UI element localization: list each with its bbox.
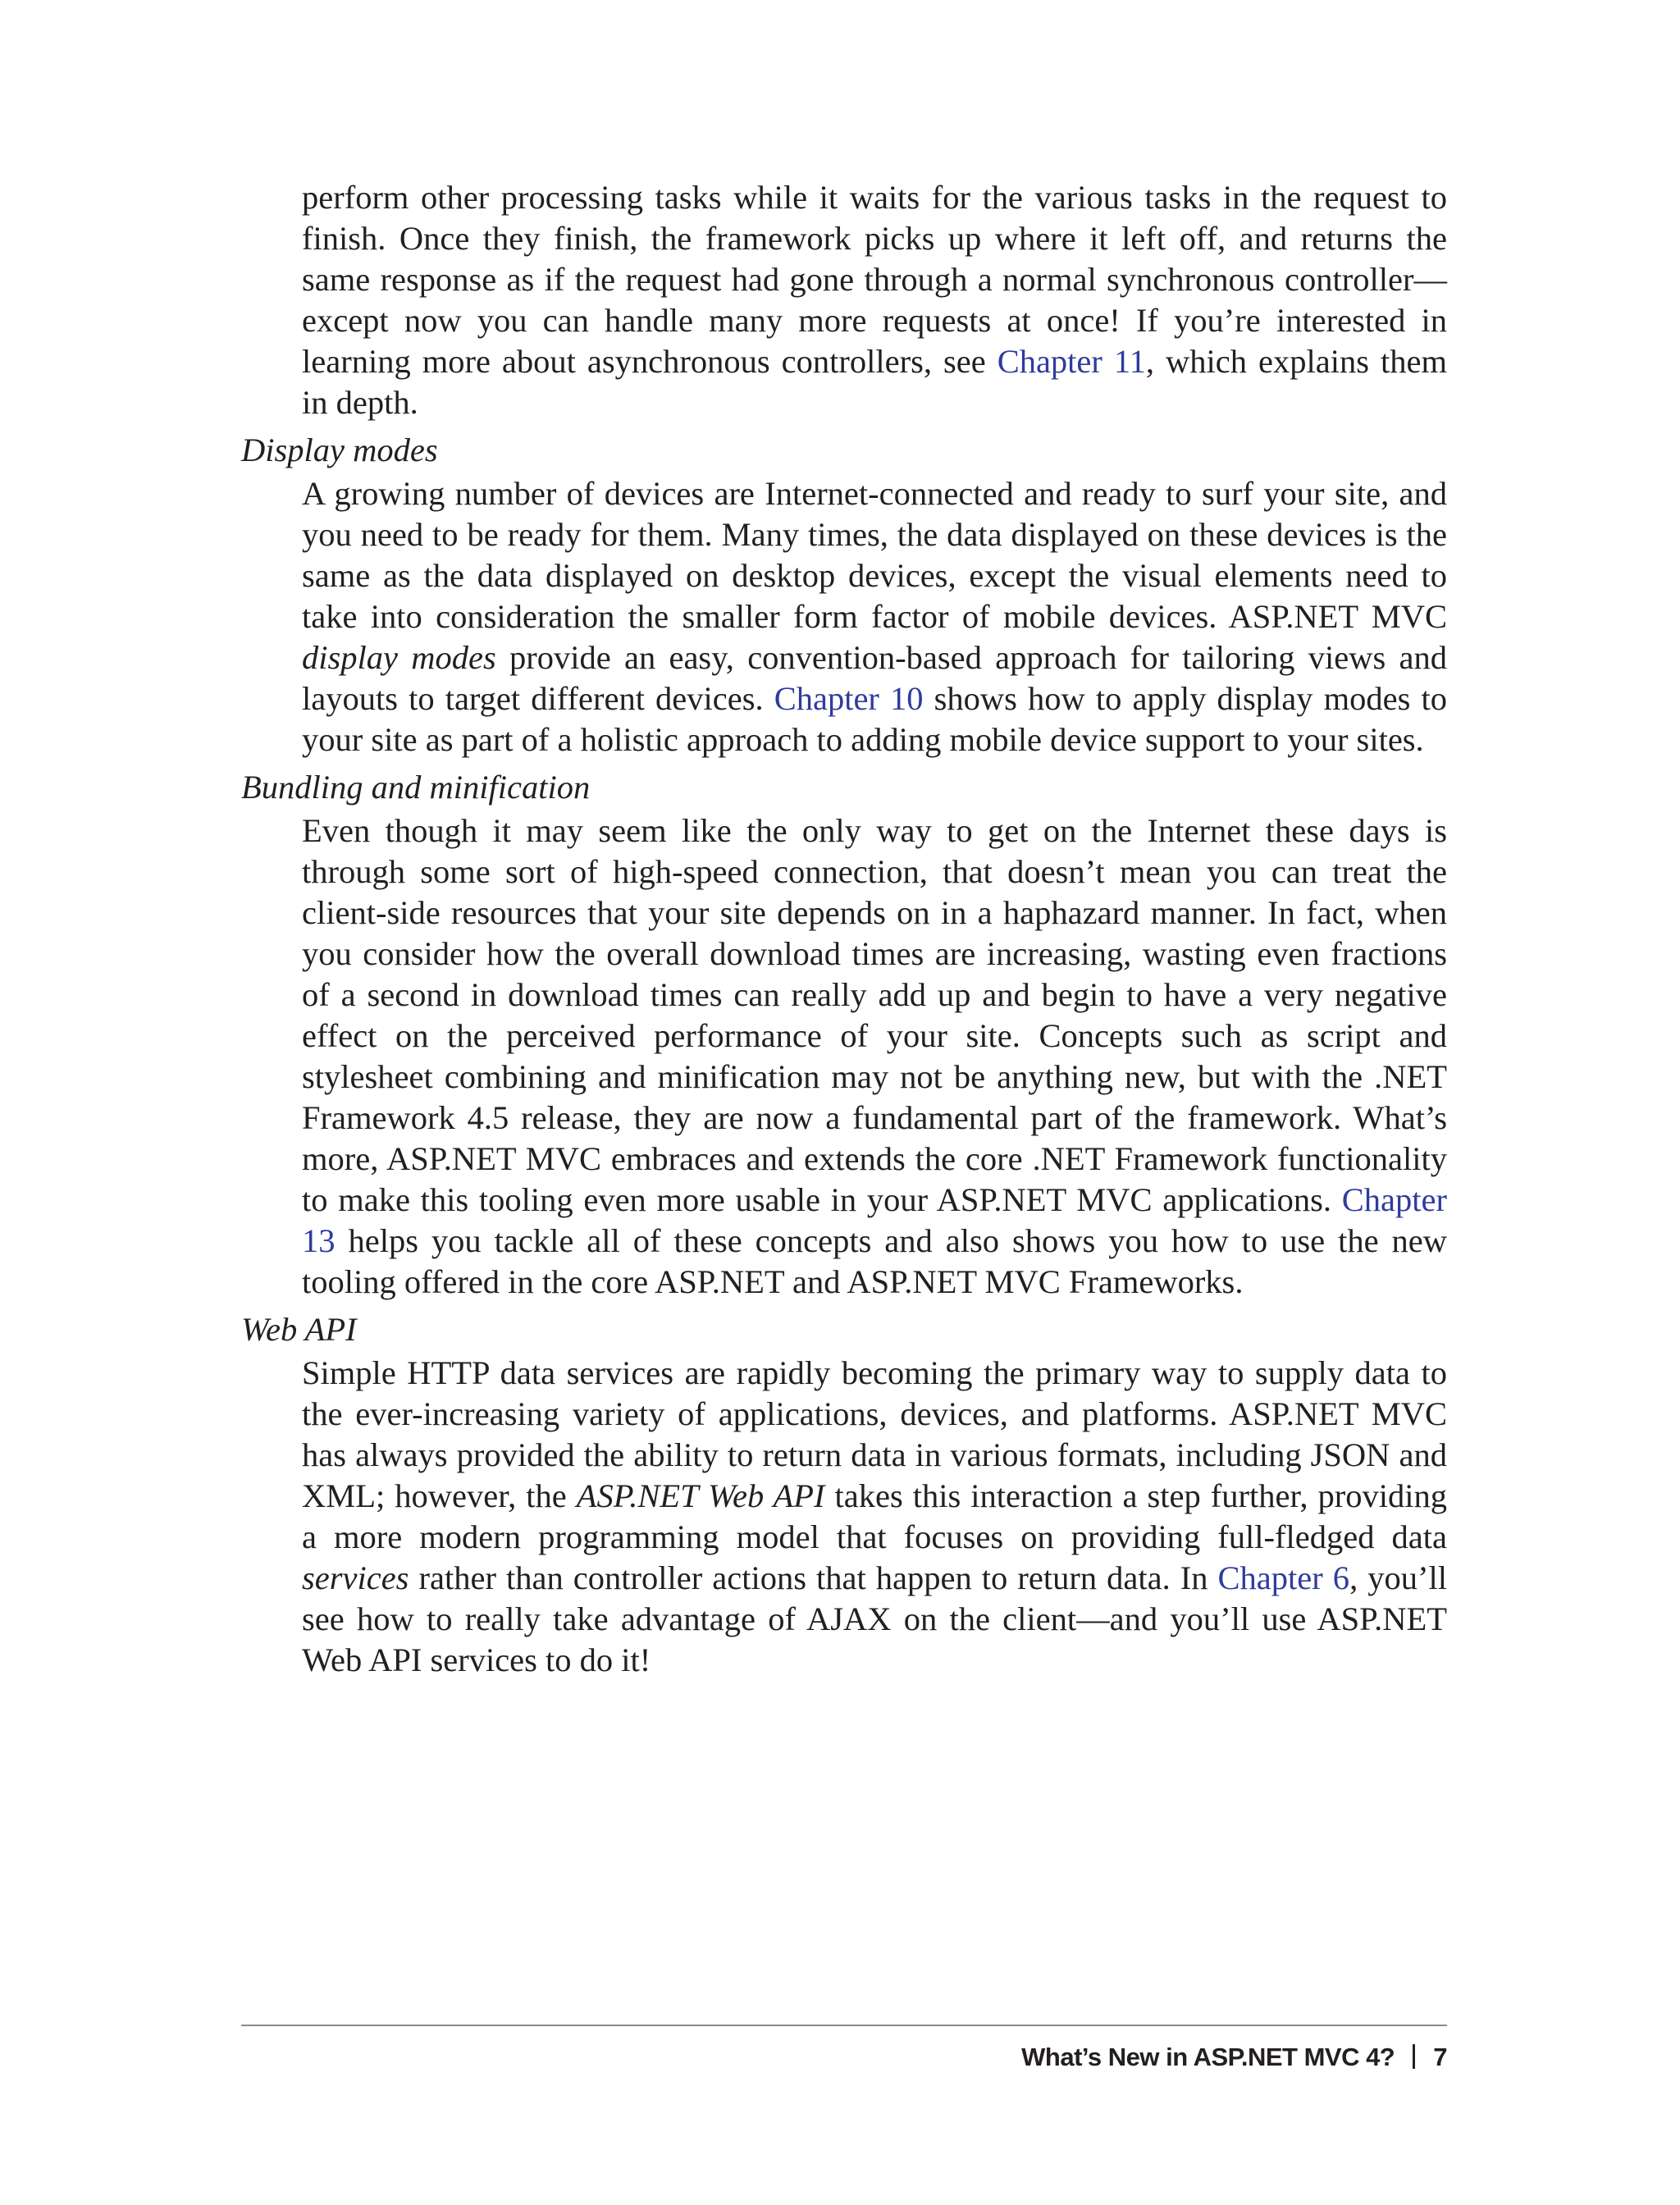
services-emphasis: services (302, 1559, 409, 1596)
display-modes-term: Display modes (241, 431, 438, 468)
intro-text-end: , which explains them in depth. (302, 343, 1447, 421)
intro-paragraph (302, 177, 1447, 423)
chapter-11-link[interactable]: Chapter 11 (997, 343, 1146, 380)
chapter-10-link[interactable]: Chapter 10 (774, 680, 924, 717)
web-api-text: Simple HTTP data services are rapidly becoming the primary way to supply data to the ever-increasing variety of applications, devices, and platforms. ASP.NET MVC has always provided the ability to return data in various formats, including JSON and XML; however, the (302, 1354, 1447, 1514)
display-modes-text: provide an easy, convention-based approach for tailoring views and layouts to target different devices. (302, 639, 1447, 717)
chapter-6-link[interactable]: Chapter 6 (1217, 1559, 1350, 1596)
footer-separator (1413, 2044, 1415, 2069)
display-modes-paragraph (302, 473, 1447, 760)
footer-title: What’s New in ASP.NET MVC 4? (1021, 2043, 1395, 2071)
bundling-paragraph (302, 810, 1447, 1303)
display-modes-text: A growing number of devices are Internet-connected and ready to surf your site, and you need to be ready for them. Many times, the data displayed on these devices is the same as the data displayed on desktop devices, except the visual elements need to take into consideration the smaller form factor of mobile devices. ASP.NET MVC (302, 475, 1447, 635)
page-content (241, 177, 1447, 1681)
page-number: 7 (1433, 2043, 1447, 2071)
chapter-13-link[interactable]: Chapter 13 (302, 1181, 1447, 1259)
bundling-term: Bundling and minification (241, 769, 591, 806)
bundling-text: helps you tackle all of these concepts and also shows you how to use the new tooling offered in the core ASP.NET and ASP.NET MVC Frameworks. (302, 1222, 1447, 1300)
display-modes-emphasis: display modes (302, 639, 496, 676)
bundling-text: Even though it may seem like the only way to get on the Internet these days is through some sort of high-speed connection, that doesn’t mean you can treat the client-side resources that your site depends on in a haphazard manner. In fact, when you consider how the overall download times are increasing, wasting even fractions of a second in download times can really add up and begin to have a very negative effect on the perceived performance of your site. Concepts such as script and stylesheet combining and minification may not be anything new, but with the .NET Framework 4.5 release, they are now a fundamental part of the framework. What’s more, ASP.NET MVC embraces and extends the core .NET Framework functionality to make this tooling even more usable in your ASP.NET MVC applications. (302, 812, 1447, 1218)
web-api-text: rather than controller actions that happen to return data. In (409, 1559, 1218, 1596)
intro-text: perform other processing tasks while it waits for the various tasks in the request to finish. Once they finish, the framework picks up where it left off, and returns the same response as if the request had gone through a normal synchronous controller—except now you can handle many more requests at once! If you’re interested in learning more about asynchronous controllers, see (302, 179, 1447, 380)
web-api-paragraph (302, 1353, 1447, 1681)
footer-divider (241, 2025, 1447, 2026)
web-api-text: takes this interaction a step further, providing a more modern programming model that focuses on providing full-fledged data (302, 1477, 1447, 1555)
display-modes-text: shows how to apply display modes to your site as part of a holistic approach to adding mobile device support to your sites. (302, 680, 1447, 758)
web-api-term: Web API (241, 1311, 357, 1348)
running-footer (1021, 2034, 1447, 2080)
web-api-emphasis: ASP.NET Web API (576, 1477, 825, 1514)
web-api-text: , you’ll see how to really take advantage of AJAX on the client—and you’ll use ASP.NET Web API services to do it! (302, 1559, 1447, 1678)
